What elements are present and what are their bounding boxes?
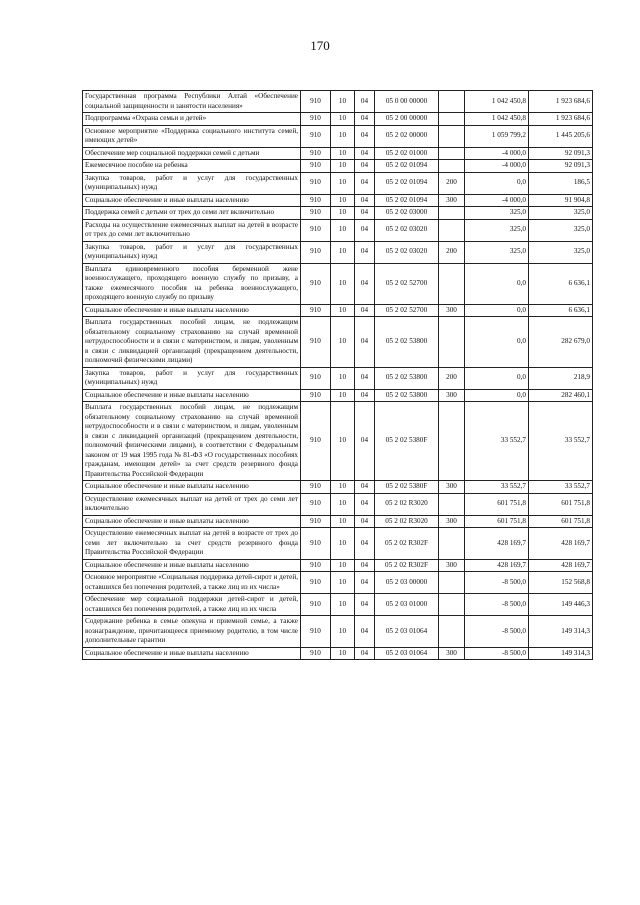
subsection-code-cell: 04 (355, 389, 375, 402)
ministry-code-cell: 910 (301, 125, 331, 147)
section-code-cell: 10 (331, 389, 355, 402)
target-article-cell: 05 2 02 R302F (375, 559, 439, 572)
subsection-code-cell: 04 (355, 304, 375, 317)
amount-total-cell: 149 314,3 (529, 616, 593, 648)
amount-change-cell: -8 500,0 (465, 616, 529, 648)
page-number: 170 (310, 38, 330, 53)
expense-type-cell (439, 91, 465, 113)
target-article-cell: 05 0 00 00000 (375, 91, 439, 113)
target-article-cell: 05 2 03 01064 (375, 616, 439, 648)
target-article-cell: 05 2 03 00000 (375, 572, 439, 594)
expense-name-cell: Выплата единовременного пособия беременной жене военнослужащего, проходящего военную службу по призыву, а также ежемесячного пособия на ребенка военнослужащего, проходящего военную службу по призыву (83, 263, 301, 304)
ministry-code-cell: 910 (301, 493, 331, 515)
target-article-cell: 05 2 02 53800 (375, 389, 439, 402)
amount-total-cell: 92 091,3 (529, 147, 593, 160)
section-code-cell: 10 (331, 147, 355, 160)
amount-total-cell: 92 091,3 (529, 160, 593, 173)
table-row (83, 559, 593, 572)
section-code-cell: 10 (331, 91, 355, 113)
target-article-cell: 05 2 02 R3020 (375, 515, 439, 528)
expense-type-cell (439, 147, 465, 160)
expense-name-cell: Содержание ребенка в семье опекуна и приемной семье, а также вознаграждение, причитающееся приемному родителю, в том числе дополнительные гарантии (83, 616, 301, 648)
target-article-cell: 05 2 02 00000 (375, 125, 439, 147)
expense-type-cell (439, 572, 465, 594)
expense-name-cell: Закупка товаров, работ и услуг для государственных (муниципальных) нужд (83, 172, 301, 194)
expense-type-cell: 300 (439, 515, 465, 528)
subsection-code-cell: 04 (355, 172, 375, 194)
expense-type-cell: 300 (439, 559, 465, 572)
ministry-code-cell: 910 (301, 559, 331, 572)
table-body (83, 91, 593, 660)
subsection-code-cell: 04 (355, 147, 375, 160)
amount-change-cell: 428 169,7 (465, 559, 529, 572)
section-code-cell: 10 (331, 493, 355, 515)
subsection-code-cell: 04 (355, 559, 375, 572)
amount-change-cell: 428 169,7 (465, 528, 529, 560)
expense-type-cell: 300 (439, 481, 465, 494)
expense-name-cell: Социальное обеспечение и иные выплаты населению (83, 559, 301, 572)
table-row (83, 263, 593, 304)
amount-change-cell: 0,0 (465, 367, 529, 389)
amount-total-cell: 601 751,8 (529, 493, 593, 515)
ministry-code-cell: 910 (301, 113, 331, 126)
amount-total-cell: 33 552,7 (529, 402, 593, 481)
amount-total-cell: 282 460,1 (529, 389, 593, 402)
section-code-cell: 10 (331, 304, 355, 317)
expense-name-cell: Социальное обеспечение и иные выплаты населению (83, 194, 301, 207)
table-row (83, 113, 593, 126)
expense-name-cell: Социальное обеспечение и иные выплаты населению (83, 647, 301, 660)
subsection-code-cell: 04 (355, 594, 375, 616)
expense-type-cell (439, 263, 465, 304)
section-code-cell: 10 (331, 125, 355, 147)
amount-total-cell: 601 751,8 (529, 515, 593, 528)
expense-type-cell: 200 (439, 172, 465, 194)
expense-name-cell: Поддержка семей с детьми от трех до семи лет включительно (83, 207, 301, 220)
subsection-code-cell: 04 (355, 402, 375, 481)
expense-name-cell: Основное мероприятие «Поддержка социального института семей, имеющих детей» (83, 125, 301, 147)
target-article-cell: 05 2 02 03020 (375, 241, 439, 263)
section-code-cell: 10 (331, 594, 355, 616)
ministry-code-cell: 910 (301, 160, 331, 173)
section-code-cell: 10 (331, 160, 355, 173)
ministry-code-cell: 910 (301, 515, 331, 528)
amount-change-cell: 601 751,8 (465, 493, 529, 515)
table-row (83, 572, 593, 594)
table-row (83, 515, 593, 528)
target-article-cell: 05 2 02 52700 (375, 263, 439, 304)
ministry-code-cell: 910 (301, 219, 331, 241)
amount-change-cell: 325,0 (465, 241, 529, 263)
expense-type-cell (439, 125, 465, 147)
target-article-cell: 05 2 03 01000 (375, 594, 439, 616)
amount-total-cell: 152 568,8 (529, 572, 593, 594)
section-code-cell: 10 (331, 647, 355, 660)
amount-change-cell: 0,0 (465, 317, 529, 368)
amount-total-cell: 218,9 (529, 367, 593, 389)
expense-type-cell: 300 (439, 647, 465, 660)
budget-table (82, 90, 593, 660)
table-row (83, 207, 593, 220)
expense-type-cell (439, 113, 465, 126)
amount-change-cell: 601 751,8 (465, 515, 529, 528)
section-code-cell: 10 (331, 241, 355, 263)
amount-change-cell: 0,0 (465, 304, 529, 317)
amount-change-cell: 33 552,7 (465, 402, 529, 481)
section-code-cell: 10 (331, 113, 355, 126)
amount-change-cell: -8 500,0 (465, 572, 529, 594)
table-row (83, 493, 593, 515)
amount-total-cell: 1 923 684,6 (529, 91, 593, 113)
subsection-code-cell: 04 (355, 616, 375, 648)
amount-total-cell: 282 679,0 (529, 317, 593, 368)
amount-total-cell: 325,0 (529, 219, 593, 241)
table-row (83, 528, 593, 560)
expense-name-cell: Социальное обеспечение и иные выплаты населению (83, 389, 301, 402)
amount-change-cell: -4 000,0 (465, 160, 529, 173)
expense-name-cell: Закупка товаров, работ и услуг для государственных (муниципальных) нужд (83, 241, 301, 263)
ministry-code-cell: 910 (301, 528, 331, 560)
amount-total-cell: 91 904,8 (529, 194, 593, 207)
ministry-code-cell: 910 (301, 481, 331, 494)
ministry-code-cell: 910 (301, 241, 331, 263)
table-row (83, 402, 593, 481)
table-row (83, 616, 593, 648)
expense-type-cell (439, 616, 465, 648)
amount-change-cell: -8 500,0 (465, 647, 529, 660)
ministry-code-cell: 910 (301, 389, 331, 402)
table-row (83, 317, 593, 368)
table-row (83, 125, 593, 147)
subsection-code-cell: 04 (355, 528, 375, 560)
section-code-cell: 10 (331, 317, 355, 368)
section-code-cell: 10 (331, 616, 355, 648)
subsection-code-cell: 04 (355, 241, 375, 263)
subsection-code-cell: 04 (355, 647, 375, 660)
section-code-cell: 10 (331, 219, 355, 241)
table-row (83, 219, 593, 241)
table-row (83, 594, 593, 616)
amount-total-cell: 1 445 205,6 (529, 125, 593, 147)
target-article-cell: 05 2 02 5380F (375, 481, 439, 494)
section-code-cell: 10 (331, 528, 355, 560)
expense-name-cell: Ежемесячное пособие на ребенка (83, 160, 301, 173)
table-row (83, 147, 593, 160)
subsection-code-cell: 04 (355, 481, 375, 494)
amount-total-cell: 325,0 (529, 207, 593, 220)
subsection-code-cell: 04 (355, 263, 375, 304)
subsection-code-cell: 04 (355, 207, 375, 220)
section-code-cell: 10 (331, 207, 355, 220)
table-row (83, 172, 593, 194)
amount-change-cell: 33 552,7 (465, 481, 529, 494)
expense-type-cell (439, 219, 465, 241)
amount-total-cell: 33 552,7 (529, 481, 593, 494)
section-code-cell: 10 (331, 263, 355, 304)
table-row (83, 160, 593, 173)
amount-total-cell: 6 636,1 (529, 263, 593, 304)
target-article-cell: 05 2 02 52700 (375, 304, 439, 317)
table-row (83, 91, 593, 113)
section-code-cell: 10 (331, 481, 355, 494)
ministry-code-cell: 910 (301, 317, 331, 368)
ministry-code-cell: 910 (301, 172, 331, 194)
expense-name-cell: Расходы на осуществление ежемесячных выплат на детей в возрасте от трех до семи лет включительно (83, 219, 301, 241)
subsection-code-cell: 04 (355, 515, 375, 528)
amount-change-cell: 325,0 (465, 219, 529, 241)
expense-name-cell: Выплата государственных пособий лицам, не подлежащим обязательному социальному страхованию на случай временной нетрудоспособности и в связи с материнством, и лицам, уволенным в связи с ликвидацией организаций (прекращением деятельности, полномочий физическими лицами) (83, 317, 301, 368)
table-row (83, 647, 593, 660)
subsection-code-cell: 04 (355, 219, 375, 241)
expense-name-cell: Осуществление ежемесячных выплат на детей от трех до семи лет включительно (83, 493, 301, 515)
subsection-code-cell: 04 (355, 572, 375, 594)
expense-name-cell: Обеспечение мер социальной поддержки семей с детьми (83, 147, 301, 160)
table-row (83, 304, 593, 317)
expense-type-cell (439, 317, 465, 368)
ministry-code-cell: 910 (301, 616, 331, 648)
ministry-code-cell: 910 (301, 304, 331, 317)
table-row (83, 367, 593, 389)
target-article-cell: 05 2 02 R3020 (375, 493, 439, 515)
expense-type-cell (439, 528, 465, 560)
amount-total-cell: 149 314,3 (529, 647, 593, 660)
target-article-cell: 05 2 02 03020 (375, 219, 439, 241)
expense-name-cell: Государственная программа Республики Алтай «Обеспечение социальной защищенности и занятости населения» (83, 91, 301, 113)
expense-type-cell: 300 (439, 304, 465, 317)
section-code-cell: 10 (331, 515, 355, 528)
ministry-code-cell: 910 (301, 367, 331, 389)
target-article-cell: 05 2 02 R302F (375, 528, 439, 560)
target-article-cell: 05 2 03 01064 (375, 647, 439, 660)
expense-type-cell: 300 (439, 194, 465, 207)
expense-name-cell: Обеспечение мер социальной поддержки детей-сирот и детей, оставшихся без попечения родителей, а также лиц из их числа (83, 594, 301, 616)
ministry-code-cell: 910 (301, 263, 331, 304)
section-code-cell: 10 (331, 172, 355, 194)
amount-total-cell: 428 169,7 (529, 559, 593, 572)
subsection-code-cell: 04 (355, 113, 375, 126)
amount-change-cell: -4 000,0 (465, 194, 529, 207)
expense-type-cell (439, 207, 465, 220)
amount-change-cell: 325,0 (465, 207, 529, 220)
target-article-cell: 05 2 02 03000 (375, 207, 439, 220)
expense-name-cell: Выплата государственных пособий лицам, не подлежащим обязательному социальному страхованию на случай временной нетрудоспособности и в связи с материнством, и лицам, уволенным в связи с ликвидацией организаций (прекращением деятельности, полномочий физическими лицами), в соответствии с Федеральным законом от 19 мая 1995 года № 81-ФЗ «О государственных пособиях гражданам, имеющим детей» за счет средств резервного фонда Правительства Российской Федерации (83, 402, 301, 481)
ministry-code-cell: 910 (301, 194, 331, 207)
subsection-code-cell: 04 (355, 194, 375, 207)
expense-type-cell (439, 493, 465, 515)
ministry-code-cell: 910 (301, 91, 331, 113)
amount-total-cell: 428 169,7 (529, 528, 593, 560)
expense-type-cell: 300 (439, 389, 465, 402)
target-article-cell: 05 2 00 00000 (375, 113, 439, 126)
expense-name-cell: Осуществление ежемесячных выплат на детей в возрасте от трех до семи лет включительно за счет средств резервного фонда Правительства Российской Федерации (83, 528, 301, 560)
subsection-code-cell: 04 (355, 91, 375, 113)
table-row (83, 389, 593, 402)
amount-change-cell: -8 500,0 (465, 594, 529, 616)
section-code-cell: 10 (331, 367, 355, 389)
target-article-cell: 05 2 02 01094 (375, 160, 439, 173)
table-row (83, 241, 593, 263)
amount-total-cell: 1 923 684,6 (529, 113, 593, 126)
ministry-code-cell: 910 (301, 647, 331, 660)
expense-name-cell: Подпрограмма «Охрана семьи и детей» (83, 113, 301, 126)
target-article-cell: 05 2 02 01094 (375, 172, 439, 194)
expense-type-cell: 200 (439, 241, 465, 263)
subsection-code-cell: 04 (355, 160, 375, 173)
ministry-code-cell: 910 (301, 594, 331, 616)
amount-total-cell: 186,5 (529, 172, 593, 194)
ministry-code-cell: 910 (301, 147, 331, 160)
ministry-code-cell: 910 (301, 402, 331, 481)
amount-change-cell: 0,0 (465, 263, 529, 304)
expense-type-cell (439, 160, 465, 173)
ministry-code-cell: 910 (301, 207, 331, 220)
expense-type-cell (439, 594, 465, 616)
amount-change-cell: 0,0 (465, 172, 529, 194)
ministry-code-cell: 910 (301, 572, 331, 594)
amount-change-cell: 1 042 450,8 (465, 91, 529, 113)
expense-name-cell: Социальное обеспечение и иные выплаты населению (83, 481, 301, 494)
section-code-cell: 10 (331, 559, 355, 572)
target-article-cell: 05 2 02 01000 (375, 147, 439, 160)
amount-change-cell: 0,0 (465, 389, 529, 402)
target-article-cell: 05 2 02 53800 (375, 317, 439, 368)
subsection-code-cell: 04 (355, 125, 375, 147)
subsection-code-cell: 04 (355, 493, 375, 515)
target-article-cell: 05 2 02 01094 (375, 194, 439, 207)
section-code-cell: 10 (331, 572, 355, 594)
target-article-cell: 05 2 02 53800 (375, 367, 439, 389)
amount-change-cell: -4 000,0 (465, 147, 529, 160)
target-article-cell: 05 2 02 5380F (375, 402, 439, 481)
expense-type-cell (439, 402, 465, 481)
amount-change-cell: 1 059 799,2 (465, 125, 529, 147)
section-code-cell: 10 (331, 194, 355, 207)
subsection-code-cell: 04 (355, 317, 375, 368)
table-row (83, 194, 593, 207)
expense-name-cell: Социальное обеспечение и иные выплаты населению (83, 515, 301, 528)
expense-type-cell: 200 (439, 367, 465, 389)
amount-change-cell: 1 042 450,8 (465, 113, 529, 126)
expense-name-cell: Основное мероприятие «Социальная поддержка детей-сирот и детей, оставшихся без попечения родителей, а также лиц из их числа» (83, 572, 301, 594)
subsection-code-cell: 04 (355, 367, 375, 389)
expense-name-cell: Социальное обеспечение и иные выплаты населению (83, 304, 301, 317)
amount-total-cell: 325,0 (529, 241, 593, 263)
section-code-cell: 10 (331, 402, 355, 481)
amount-total-cell: 149 446,3 (529, 594, 593, 616)
amount-total-cell: 6 636,1 (529, 304, 593, 317)
table-row (83, 481, 593, 494)
expense-name-cell: Закупка товаров, работ и услуг для государственных (муниципальных) нужд (83, 367, 301, 389)
